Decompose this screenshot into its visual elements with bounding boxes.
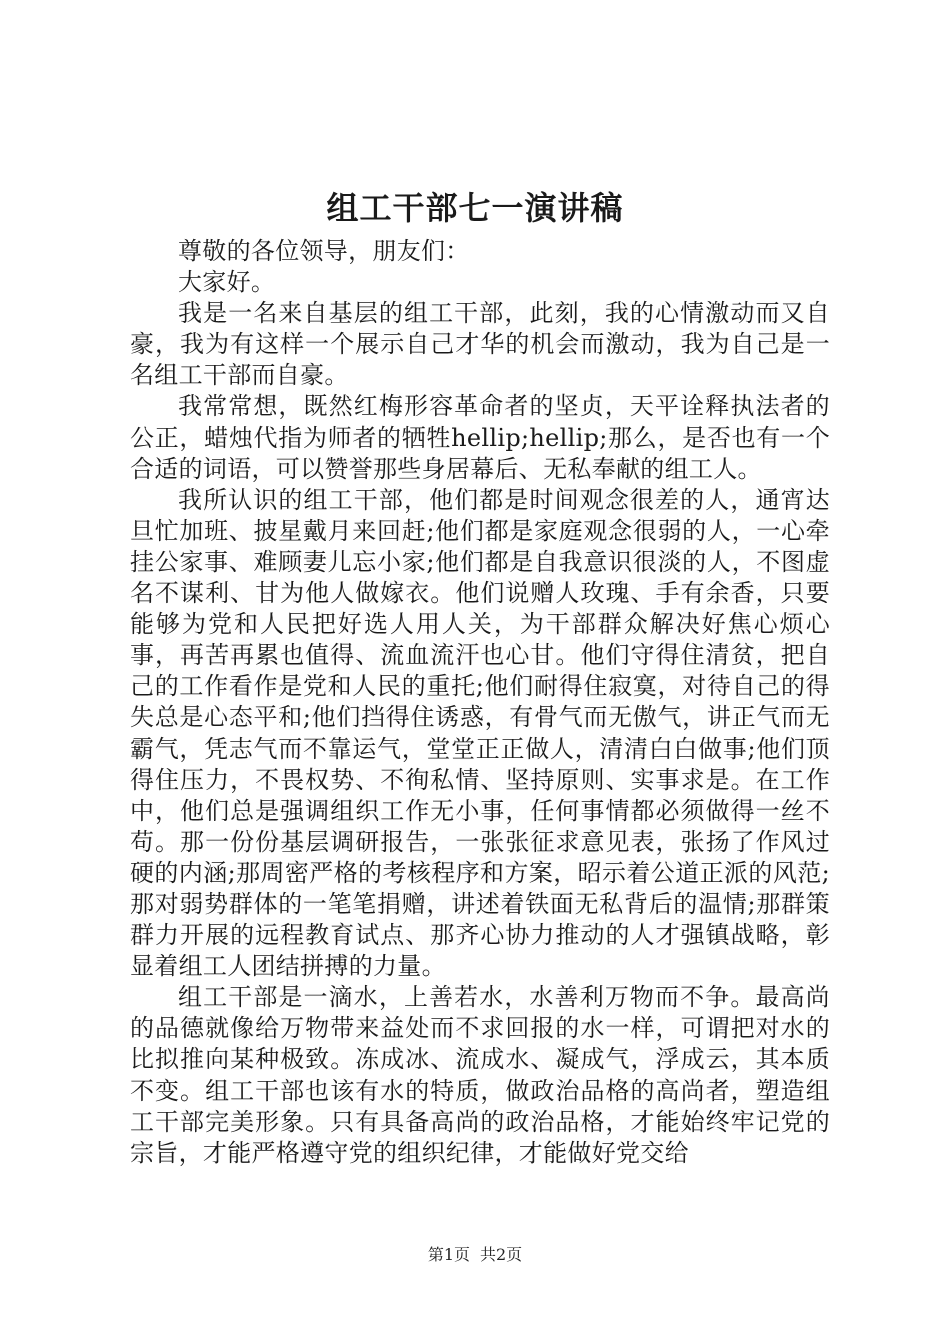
page-footer	[0, 1243, 950, 1267]
body-paragraph: 我是一名来自基层的组工干部，此刻，我的心情激动而又自豪，我为有这样一个展示自己才华的机会而激动，我为自己是一名组工干部而自豪。	[130, 299, 830, 390]
document-body	[130, 236, 830, 1169]
salutation-paragraph: 尊敬的各位领导，朋友们：	[178, 237, 470, 265]
page-number: 第1页	[427, 1245, 470, 1264]
greeting-paragraph: 大家好。	[178, 268, 276, 297]
body-paragraph: 我常常想，既然红梅形容革命者的坚贞，天平诠释执法者的公正，蜡烛代指为师者的牺牲hellip;hellip;那么，是否也有一个合适的词语，可以赞誉那些身居幕后、无私奉献的组工人。	[130, 392, 830, 483]
body-paragraph: 我所认识的组工干部，他们都是时间观念很差的人，通宵达旦忙加班、披星戴月来回赶;他们都是家庭观念很弱的人，一心牵挂公家事、难顾妻儿忘小家;他们都是自我意识很淡的人，不图虚名不谋利、甘为他人做嫁衣。他们说赠人玫瑰、手有余香，只要能够为党和人民把好选人用人关，为干部群众解决好焦心烦心事，再苦再累也值得、流血流汗也心甘。他们守得住清贫，把自己的工作看作是党和人民的重托;他们耐得住寂寞，对待自己的得失总是心态平和;他们挡得住诱惑，有骨气而无傲气，讲正气而无霸气，凭志气而不靠运气，堂堂正正做人，清清白白做事;他们顶得住压力，不畏权势、不徇私情、坚持原则、实事求是。在工作中，他们总是强调组织工作无小事，任何事情都必须做得一丝不苟。那一份份基层调研报告，一张张征求意见表，张扬了作风过硬的内涵;那周密严格的考核程序和方案，昭示着公道正派的风范;那对弱势群体的一笔笔捐赠，讲述着铁面无私背后的温情;那群策群力开展的远程教育试点、那齐心协力推动的人才强镇战略，彰显着组工人团结拼搏的力量。	[130, 485, 830, 981]
page-total: 共2页	[480, 1245, 523, 1264]
document-title: 组工干部七一演讲稿	[326, 189, 624, 227]
body-paragraph: 组工干部是一滴水，上善若水，水善利万物而不争。最高尚的品德就像给万物带来益处而不求回报的水一样，可谓把对水的比拟推向某种极致。冻成冰、流成水、凝成气，浮成云，其本质不变。组工干部也该有水的特质，做政治品格的高尚者，塑造组工干部完美形象。只有具备高尚的政治品格，才能始终牢记党的宗旨，才能严格遵守党的组织纪律，才能做好党交给	[130, 983, 830, 1167]
